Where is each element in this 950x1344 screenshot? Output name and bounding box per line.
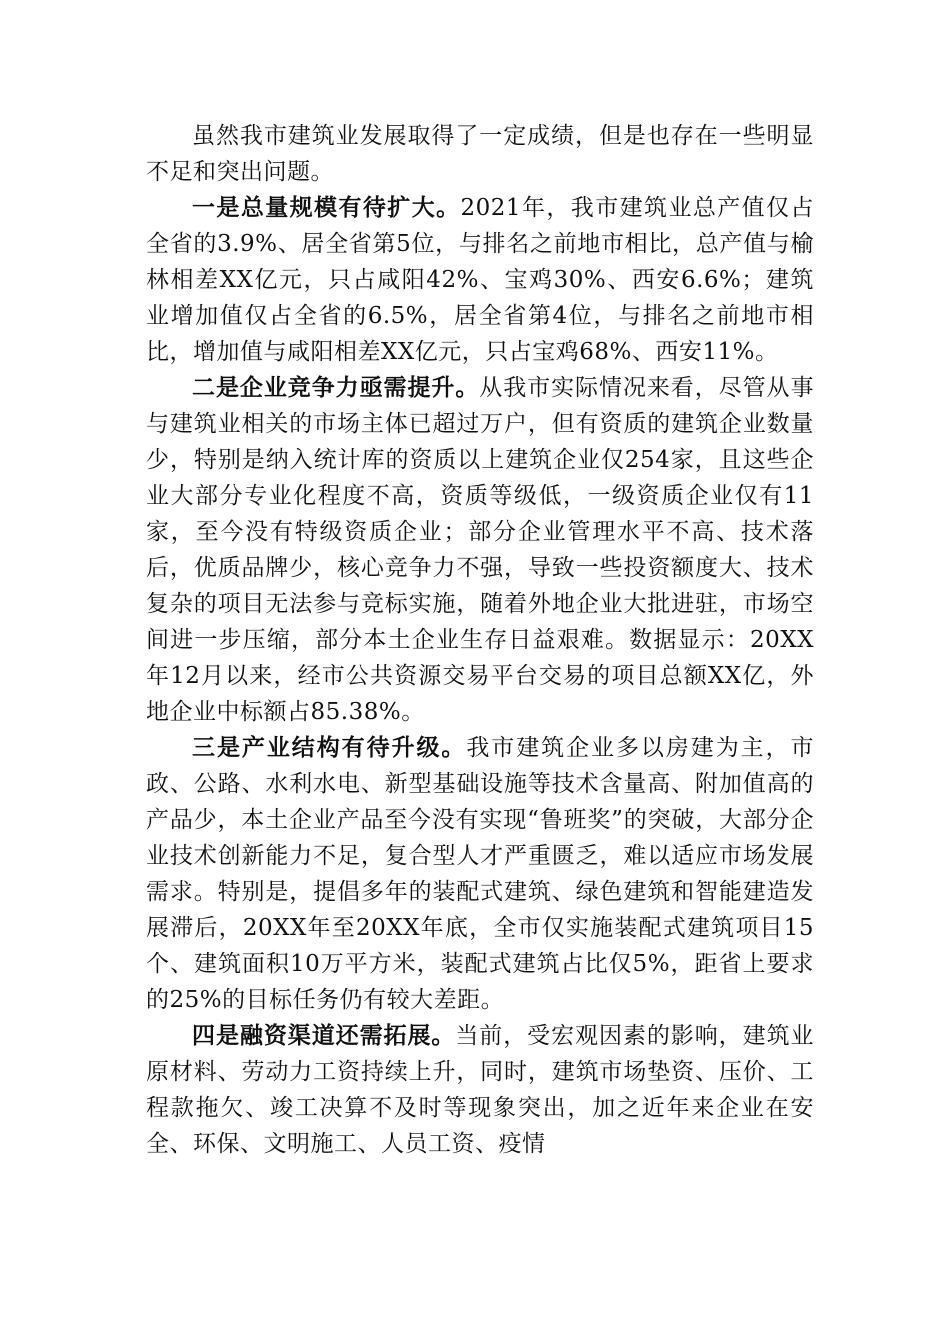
document-page [146, 118, 814, 1162]
paragraph-body: 当前，受宏观因素的影响，建筑业原材料、劳动力工资持续上升，同时，建筑市场垫资、压价、工程款拖欠、竣工决算不及时等现象突出，加之近年来企业在安全、环保、文明施工、人员工资、疫情 [146, 1023, 815, 1157]
paragraph-body: 虽然我市建筑业发展取得了一定成绩，但是也存在一些明显不足和突出问题。 [146, 123, 814, 185]
paragraph-body: 2021年，我市建筑业总产值仅占全省的3.9%、居全省第5位，与排名之前地市相比，总产值与榆林相差XX亿元，只占咸阳42%、宝鸡30%、西安6.6%；建筑业增加值仅占全省的6.5%，居全省第4位，与排名之前地市相比，增加值与咸阳相差XX亿元，只占宝鸡68%、西安11%。 [146, 195, 814, 365]
paragraph-lead: 四是融资渠道还需拓展。 [192, 1022, 456, 1049]
paragraph-body: 从我市实际情况来看，尽管从事与建筑业相关的市场主体已超过万户，但有资质的建筑企业数量少，特别是纳入统计库的资质以上建筑企业仅254家，且这些企业大部分专业化程度不高，资质等级低，一级资质企业仅有11家，至今没有特级资质企业；部分企业管理水平不高、技术落后，优质品牌少，核心竞争力不强，导致一些投资额度大、技术复杂的项目无法参与竞标实施，随着外地企业大批进驻，市场空间进一步压缩，部分本土企业生存日益艰难。数据显示：20XX年12月以来，经市公共资源交易平台交易的项目总额XX亿，外地企业中标额占85.38%。 [146, 375, 815, 725]
paragraph-structure [146, 730, 814, 1018]
paragraph-intro [146, 118, 814, 190]
paragraph-lead: 二是企业竞争力亟需提升。 [192, 374, 480, 401]
paragraph-competitiveness [146, 370, 814, 730]
paragraph-scale [146, 190, 814, 370]
paragraph-lead: 一是总量规模有待扩大。 [192, 194, 461, 221]
paragraph-financing [146, 1018, 814, 1162]
paragraph-body: 我市建筑企业多以房建为主，市政、公路、水利水电、新型基础设施等技术含量高、附加值高的产品少，本土企业产品至今没有实现“鲁班奖”的突破，大部分企业技术创新能力不足，复合型人才严重匮乏，难以适应市场发展需求。特别是，提倡多年的装配式建筑、绿色建筑和智能建造发展滞后，20XX年至20XX年底，全市仅实施装配式建筑项目15个、建筑面积10万平方米，装配式建筑占比仅5%，距省上要求的25%的目标任务仍有较大差距。 [146, 735, 814, 1013]
paragraph-lead: 三是产业结构有待升级。 [192, 734, 467, 761]
